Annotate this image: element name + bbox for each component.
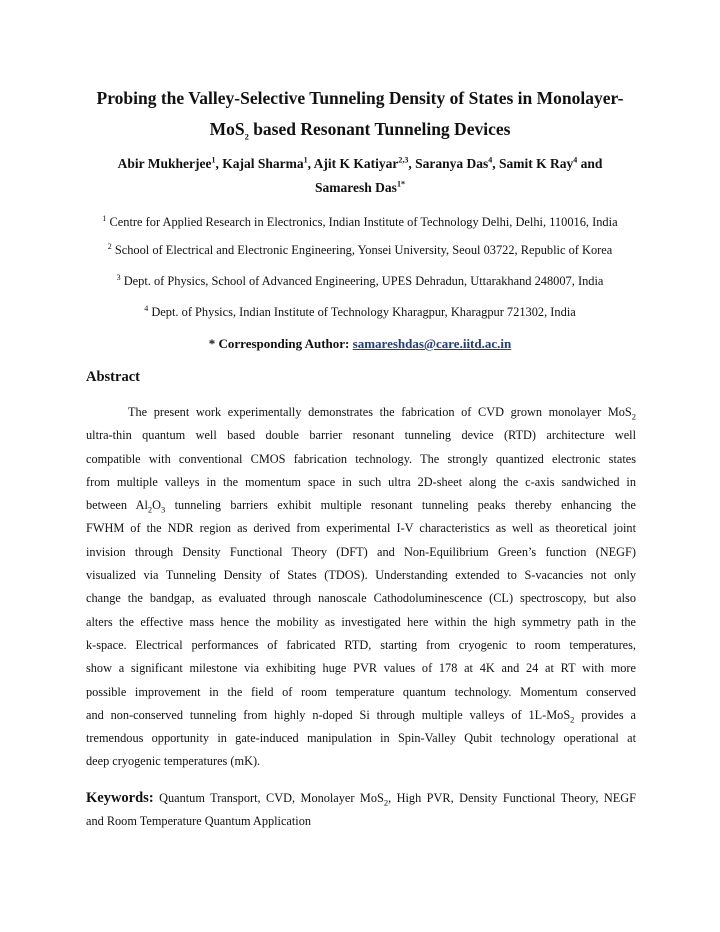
abstract-subscript: 2 <box>631 411 636 422</box>
author-affil-mark: 1 <box>211 155 216 165</box>
author-name: Samaresh Das <box>315 180 397 195</box>
abstract-line: change the bandgap, as evaluated through nanoscale Cathodoluminescence (CL) spectroscopy, but also <box>86 591 636 606</box>
corresponding-email-link[interactable]: samareshdas@care.iitd.ac.in <box>352 336 512 351</box>
author-name: , Saranya Das <box>408 156 489 171</box>
abstract-line <box>86 401 636 424</box>
abstract-line: compatible with conventional CMOS fabrication technology. The strongly quantized electronic states <box>86 451 636 466</box>
title-line-1: Probing the Valley-Selective Tunneling Density of States in Monolayer- <box>96 88 624 108</box>
corresponding-author <box>40 336 680 352</box>
affiliation-4 <box>40 304 680 320</box>
abstract-text: between Al <box>86 498 148 513</box>
abstract-line: visualized via Tunneling Density of States (TDOS). Understanding extended to S-vacancies not only <box>86 568 636 583</box>
abstract-line: deep cryogenic temperatures (mK). <box>86 754 261 769</box>
author-affil-mark: 1 <box>303 155 308 165</box>
title-subscript: 2 <box>244 131 249 142</box>
abstract-text: tunneling barriers exhibit multiple resonant tunneling peaks thereby enhancing the <box>165 498 636 513</box>
affiliation-number: 1 <box>102 213 107 223</box>
abstract-line: show a significant milestone via exhibiting huge PVR values of 178 at 4K and 24 at RT with more <box>86 661 636 676</box>
abstract-text: and non-conserved tunneling from highly n-doped Si through multiple valleys of 1L-MoS <box>86 707 571 722</box>
affiliation-1 <box>40 214 680 230</box>
abstract-line: alters the effective mass hence the mobility as investigated here within the high symmetry path in the <box>86 614 636 629</box>
affiliation-text: School of Electrical and Electronic Engineering, Yonsei University, Seoul 03722, Republic of Korea <box>114 243 613 257</box>
affiliation-text: Dept. of Physics, Indian Institute of Technology Kharagpur, Kharagpur 721302, India <box>151 305 576 319</box>
author-name: Abir Mukherjee <box>117 156 212 171</box>
author-affil-mark: 4 <box>488 155 493 165</box>
abstract-line: k-space. Electrical performances of fabricated RTD, starting from cryogenic to room temperatures, <box>86 637 636 652</box>
abstract-body <box>86 401 636 774</box>
abstract-text: O <box>152 498 162 513</box>
affiliation-3 <box>40 273 680 289</box>
title-line-2 <box>60 114 660 145</box>
keywords-line: and Room Temperature Quantum Application <box>86 814 311 829</box>
affiliation-number: 3 <box>116 272 121 282</box>
abstract-line: from multiple valleys in the momentum space in such ultra 2D-sheet along the c-axis sandwiched in <box>86 474 636 489</box>
authors-line-1 <box>80 152 640 176</box>
keywords-line <box>86 787 636 810</box>
abstract-line <box>86 704 636 727</box>
abstract-heading: Abstract <box>86 369 140 385</box>
keywords-text: , High PVR, Density Functional Theory, NEGF <box>388 791 636 805</box>
title-text: based Resonant Tunneling Devices <box>248 119 511 139</box>
authors-line-2 <box>80 176 640 200</box>
affiliation-number: 4 <box>144 303 149 313</box>
abstract-text: provides a <box>574 707 636 722</box>
paper-title <box>60 83 660 145</box>
corresponding-label: * Corresponding Author: <box>208 336 353 351</box>
author-affil-mark: 2,3 <box>398 155 409 165</box>
abstract-line: FWHM of the NDR region as derived from experimental I-V characteristics as well as theoretical joint <box>86 521 636 536</box>
author-affil-mark: 1* <box>396 179 405 189</box>
abstract-line: ultra-thin quantum well based double barrier resonant tunneling device (RTD) architecture well <box>86 428 636 443</box>
abstract-subscript: 3 <box>161 504 166 515</box>
abstract-subscript: 2 <box>147 504 153 515</box>
abstract-text: The present work experimentally demonstrates the fabrication of CVD grown monolayer MoS <box>128 405 632 419</box>
keywords-section <box>86 787 636 834</box>
author-name: , Samit K Ray <box>492 156 574 171</box>
author-list <box>80 152 640 200</box>
abstract-line: invision through Density Functional Theory (DFT) and Non-Equilibrium Green’s function (NEGF) <box>86 544 636 559</box>
affiliation-number: 2 <box>107 241 112 251</box>
author-name: , Ajit K Katiyar <box>307 156 399 171</box>
affiliation-text: Centre for Applied Research in Electronics, Indian Institute of Technology Delhi, Delhi, 110016, India <box>109 215 618 229</box>
affiliation-2 <box>40 242 680 258</box>
abstract-subscript: 2 <box>570 714 575 725</box>
author-name: , Kajal Sharma <box>215 156 304 171</box>
author-affil-mark: 4 <box>573 155 578 165</box>
affiliation-text: Dept. of Physics, School of Advanced Engineering, UPES Dehradun, Uttarakhand 248007, India <box>123 274 604 288</box>
abstract-line: possible improvement in the field of room temperature quantum technology. Momentum conserved <box>86 684 636 699</box>
keywords-label: Keywords: <box>86 790 154 806</box>
abstract-line: tremendous opportunity in gate-induced manipulation in Spin-Valley Qubit technology operational at <box>86 731 636 746</box>
title-text: MoS <box>209 119 245 139</box>
author-conjunction: and <box>577 156 603 171</box>
keywords-text: Quantum Transport, CVD, Monolayer MoS <box>153 791 384 805</box>
keywords-subscript: 2 <box>383 797 389 808</box>
abstract-line <box>86 494 636 517</box>
